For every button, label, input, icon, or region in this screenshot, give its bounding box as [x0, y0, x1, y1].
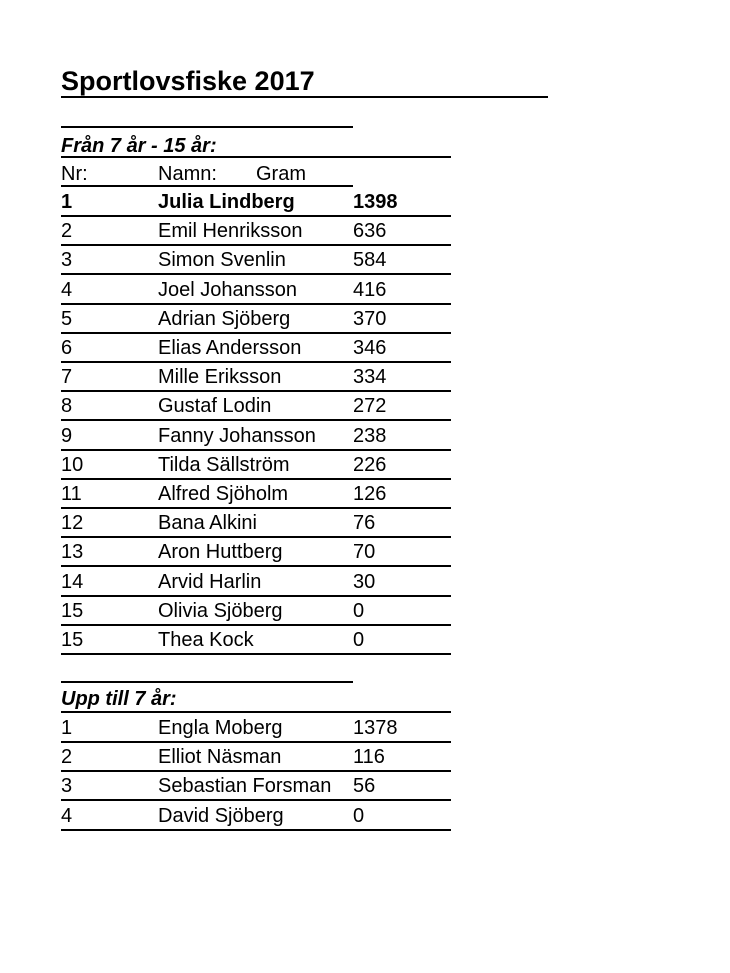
- table-row: [61, 422, 451, 451]
- row-gram: 30: [353, 570, 376, 593]
- row-name: David Sjöberg: [158, 804, 284, 827]
- row-name: Bana Alkini: [158, 512, 257, 535]
- row-nr: 1: [61, 717, 73, 739]
- table-row: [61, 509, 451, 538]
- table-row: [61, 743, 451, 772]
- page-title: Sportlovsfiske 2017: [61, 66, 315, 96]
- row-nr: 2: [61, 746, 73, 769]
- row-nr: 14: [61, 570, 84, 593]
- row-name: Tilda Sällström: [158, 453, 290, 476]
- row-gram: 56: [353, 775, 376, 798]
- column-header-nr: Nr:: [61, 163, 88, 185]
- row-nr: 3: [61, 775, 73, 798]
- row-name: Elias Andersson: [158, 337, 302, 359]
- column-header-gram: Gram: [256, 163, 306, 185]
- row-nr: 15: [61, 599, 84, 622]
- section2-top-rule: [61, 681, 353, 683]
- table-row: [61, 772, 451, 801]
- table-row: [61, 305, 451, 334]
- row-gram: 0: [353, 629, 365, 651]
- row-nr: 15: [61, 629, 84, 651]
- row-nr: 9: [61, 424, 73, 447]
- row-nr: 4: [61, 278, 73, 301]
- row-nr: 13: [61, 541, 84, 564]
- section1-heading: Från 7 år - 15 år:: [61, 135, 217, 157]
- row-gram: 334: [353, 366, 387, 389]
- table-row: [61, 334, 451, 363]
- table-row: [61, 714, 451, 743]
- row-gram: 238: [353, 424, 387, 447]
- table-row: [61, 217, 451, 246]
- table-row: [61, 246, 451, 275]
- row-name: Thea Kock: [158, 629, 254, 651]
- section1-top-rule: [61, 126, 353, 128]
- row-nr: 6: [61, 337, 73, 359]
- table-row: [61, 480, 451, 509]
- row-name: Arvid Harlin: [158, 570, 262, 593]
- row-name: Fanny Johansson: [158, 424, 316, 447]
- title-underline: [61, 96, 548, 98]
- row-name: Gustaf Lodin: [158, 395, 272, 418]
- row-nr: 4: [61, 804, 73, 827]
- row-gram: 126: [353, 483, 387, 505]
- row-nr: 10: [61, 453, 84, 476]
- row-gram: 272: [353, 395, 387, 418]
- column-header-name: Namn:: [158, 163, 217, 185]
- table-row: [61, 392, 451, 421]
- table-row: [61, 276, 451, 305]
- row-nr: 7: [61, 366, 73, 389]
- row-gram: 636: [353, 220, 387, 243]
- row-name: Mille Eriksson: [158, 366, 282, 389]
- row-gram: 584: [353, 249, 387, 272]
- row-name: Olivia Sjöberg: [158, 599, 283, 622]
- row-gram: 226: [353, 453, 387, 476]
- table-row: [61, 626, 451, 655]
- column-header-rule: [61, 185, 353, 187]
- section2-heading: Upp till 7 år:: [61, 688, 177, 710]
- table-row: [61, 451, 451, 480]
- row-nr: 5: [61, 307, 73, 330]
- table-row: [61, 363, 451, 392]
- row-gram: 116: [353, 746, 385, 769]
- table-row: [61, 568, 451, 597]
- row-name: Julia Lindberg: [158, 191, 295, 213]
- row-nr: 8: [61, 395, 73, 418]
- section2-heading-rule: [61, 711, 451, 713]
- row-name: Engla Moberg: [158, 717, 283, 739]
- row-gram: 346: [353, 337, 387, 359]
- row-gram: 416: [353, 278, 387, 301]
- table-row: [61, 597, 451, 626]
- row-name: Aron Huttberg: [158, 541, 283, 564]
- row-name: Joel Johansson: [158, 278, 297, 301]
- row-name: Alfred Sjöholm: [158, 483, 289, 505]
- table-row: [61, 188, 451, 217]
- row-nr: 2: [61, 220, 73, 243]
- row-nr: 11: [61, 483, 82, 505]
- row-gram: 0: [353, 599, 365, 622]
- row-gram: 1378: [353, 717, 398, 739]
- row-nr: 1: [61, 191, 73, 213]
- row-nr: 3: [61, 249, 73, 272]
- row-name: Emil Henriksson: [158, 220, 303, 243]
- row-name: Simon Svenlin: [158, 249, 286, 272]
- row-gram: 76: [353, 512, 376, 535]
- row-gram: 370: [353, 307, 387, 330]
- row-nr: 12: [61, 512, 84, 535]
- row-name: Elliot Näsman: [158, 746, 282, 769]
- row-name: Adrian Sjöberg: [158, 307, 291, 330]
- row-name: Sebastian Forsman: [158, 775, 332, 798]
- section1-heading-rule: [61, 156, 451, 158]
- row-gram: 1398: [353, 191, 398, 213]
- table-row: [61, 538, 451, 567]
- table-row: [61, 802, 451, 831]
- row-gram: 70: [353, 541, 376, 564]
- row-gram: 0: [353, 804, 365, 827]
